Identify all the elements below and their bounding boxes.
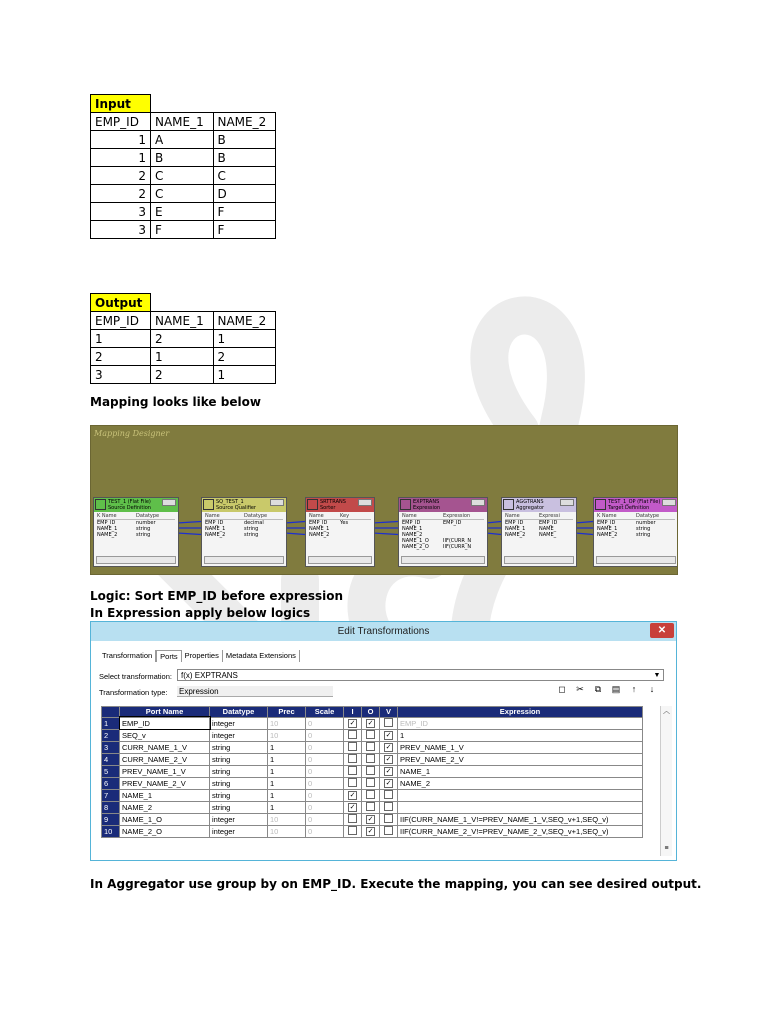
- table-cell: 1: [151, 348, 214, 366]
- scroll-up-icon[interactable]: ︿: [663, 708, 670, 715]
- port-row[interactable]: EMP_ID Yes: [309, 520, 349, 526]
- port-name-cell[interactable]: EMP_ID: [120, 717, 210, 729]
- port-row[interactable]: NAME_2: [402, 532, 423, 538]
- transformation-header[interactable]: [306, 498, 374, 512]
- transformation-header[interactable]: [594, 498, 678, 512]
- i-checkbox[interactable]: [348, 826, 357, 835]
- column-header: EMP_ID: [91, 113, 151, 131]
- port-name-cell[interactable]: NAME_2_O: [120, 825, 210, 837]
- o-checkbox[interactable]: [366, 778, 375, 787]
- o-checkbox[interactable]: ✓: [367, 816, 374, 823]
- column-header[interactable]: Prec: [268, 707, 306, 718]
- port-row[interactable]: EMP_ID number: [597, 520, 656, 526]
- i-checkbox[interactable]: ✓: [349, 792, 356, 799]
- link-line: [177, 522, 201, 524]
- column-header: EMP_ID: [91, 312, 151, 330]
- o-checkbox[interactable]: [366, 754, 375, 763]
- tab-metadata-extensions[interactable]: Metadata Extensions: [223, 650, 300, 662]
- datatype-cell[interactable]: string: [210, 789, 268, 801]
- datatype-cell[interactable]: integer: [210, 825, 268, 837]
- port-row[interactable]: NAME_1 string: [97, 526, 151, 532]
- port-header: Name Expressi: [505, 513, 573, 520]
- transformation-icon: [595, 499, 606, 510]
- table-row: [91, 221, 276, 239]
- v-checkbox-cell[interactable]: [380, 813, 398, 825]
- o-checkbox-cell[interactable]: [362, 825, 380, 837]
- port-row[interactable]: [102, 741, 643, 753]
- datatype-cell[interactable]: string: [210, 801, 268, 813]
- v-checkbox-cell[interactable]: [380, 825, 398, 837]
- row-number: 8: [102, 801, 120, 813]
- row-number: 6: [102, 777, 120, 789]
- input-label: Input: [91, 95, 151, 113]
- port-header: K Name Datatype: [97, 513, 175, 520]
- scale-cell[interactable]: 0: [306, 777, 344, 789]
- horizontal-scrollbar[interactable]: [401, 556, 485, 564]
- i-checkbox-cell[interactable]: [344, 825, 362, 837]
- port-row[interactable]: [102, 729, 643, 741]
- o-checkbox[interactable]: [366, 742, 375, 751]
- link-line: [285, 522, 305, 524]
- horizontal-scrollbar[interactable]: [204, 556, 284, 564]
- transformation-icon: [307, 499, 318, 510]
- transformation-icon: [95, 499, 106, 510]
- link-line: [486, 533, 501, 535]
- v-checkbox[interactable]: [384, 826, 393, 835]
- row-number: 7: [102, 789, 120, 801]
- precision-cell[interactable]: 10: [268, 813, 306, 825]
- new-port-icon[interactable]: ◻: [558, 684, 566, 694]
- window-controls-icon[interactable]: [358, 499, 372, 506]
- scale-cell[interactable]: 0: [306, 741, 344, 753]
- o-checkbox-cell[interactable]: [362, 777, 380, 789]
- tab-bar: [99, 650, 300, 662]
- expression-cell[interactable]: NAME_1: [398, 765, 643, 777]
- port-row[interactable]: [102, 765, 643, 777]
- v-checkbox[interactable]: [384, 718, 393, 727]
- row-number: 1: [102, 717, 120, 729]
- row-number: 9: [102, 813, 120, 825]
- logic-line-2: In Expression apply below logics: [90, 606, 311, 620]
- port-row[interactable]: NAME_2 string: [597, 532, 651, 538]
- table-cell: C: [213, 167, 276, 185]
- port-row[interactable]: NAME_2 string: [97, 532, 151, 538]
- column-header[interactable]: Expression: [398, 707, 643, 718]
- expression-cell[interactable]: EMP_ID: [398, 717, 643, 729]
- transformation-title: EXPTRANS Expression: [413, 499, 441, 511]
- table-cell: F: [213, 221, 276, 239]
- datatype-cell[interactable]: integer: [210, 729, 268, 741]
- i-checkbox-cell[interactable]: [344, 777, 362, 789]
- table-cell: 3: [91, 203, 151, 221]
- table-cell: 2: [213, 348, 276, 366]
- table-cell: 1: [213, 366, 276, 384]
- table-cell: F: [151, 221, 214, 239]
- link-line: [486, 522, 501, 524]
- port-name-cell[interactable]: CURR_NAME_2_V: [120, 753, 210, 765]
- port-row[interactable]: NAME_1: [309, 526, 330, 532]
- scale-cell[interactable]: 0: [306, 765, 344, 777]
- precision-cell[interactable]: 10: [268, 729, 306, 741]
- table-cell: B: [213, 149, 276, 167]
- i-checkbox[interactable]: [348, 814, 357, 823]
- transformation-box[interactable]: [201, 497, 287, 567]
- port-row[interactable]: [102, 825, 643, 837]
- v-checkbox[interactable]: ✓: [385, 780, 392, 787]
- logic-line-1: Logic: Sort EMP_ID before expression: [90, 589, 344, 603]
- port-row[interactable]: EMP_ID EMP_ID: [402, 520, 462, 526]
- row-number: 3: [102, 741, 120, 753]
- column-header[interactable]: I: [344, 707, 362, 718]
- o-checkbox[interactable]: [366, 790, 375, 799]
- table-row: [91, 131, 276, 149]
- table-cell: 3: [91, 221, 151, 239]
- o-checkbox-cell[interactable]: [362, 801, 380, 813]
- i-checkbox[interactable]: [348, 730, 357, 739]
- table-row: [91, 203, 276, 221]
- scale-cell[interactable]: 0: [306, 753, 344, 765]
- table-cell: C: [151, 167, 214, 185]
- port-row[interactable]: NAME_1 NAME_: [505, 526, 557, 532]
- precision-cell[interactable]: 1: [268, 741, 306, 753]
- transformation-box[interactable]: [93, 497, 179, 567]
- port-row[interactable]: NAME_2_O IIF(CURR_N: [402, 544, 472, 550]
- expression-cell[interactable]: IIF(CURR_NAME_1_V!=PREV_NAME_1_V,SEQ_v+1,SEQ_v): [398, 813, 643, 825]
- table-row: [91, 366, 276, 384]
- scale-cell[interactable]: 0: [306, 813, 344, 825]
- precision-cell[interactable]: 1: [268, 801, 306, 813]
- link-line: [575, 522, 593, 524]
- table-cell: 1: [91, 330, 151, 348]
- port-row[interactable]: NAME_1 string: [205, 526, 259, 532]
- i-checkbox-cell[interactable]: [344, 765, 362, 777]
- dialog-title: Edit Transformations: [337, 626, 430, 637]
- port-name-cell[interactable]: NAME_1_O: [120, 813, 210, 825]
- scale-cell[interactable]: 0: [306, 789, 344, 801]
- move-down-icon[interactable]: ↓: [649, 684, 655, 694]
- i-checkbox[interactable]: ✓: [349, 720, 356, 727]
- column-header: NAME_2: [213, 312, 276, 330]
- port-row[interactable]: NAME_2 string: [205, 532, 259, 538]
- v-checkbox-cell[interactable]: [380, 801, 398, 813]
- transformation-icon: [503, 499, 514, 510]
- link-line: [177, 533, 201, 535]
- precision-cell[interactable]: 1: [268, 753, 306, 765]
- transformation-title: SQ_TEST_1 Source Qualifier: [216, 499, 256, 511]
- port-name-cell[interactable]: NAME_2: [120, 801, 210, 813]
- port-row[interactable]: EMP_ID number: [97, 520, 156, 526]
- datatype-cell[interactable]: string: [210, 765, 268, 777]
- scale-cell[interactable]: 0: [306, 717, 344, 729]
- table-cell: 1: [213, 330, 276, 348]
- i-checkbox-cell[interactable]: [344, 753, 362, 765]
- window-controls-icon[interactable]: [270, 499, 284, 506]
- port-row[interactable]: EMP_ID EMP_ID: [505, 520, 558, 526]
- expression-cell[interactable]: NAME_2: [398, 777, 643, 789]
- vertical-scrollbar[interactable]: [660, 706, 672, 856]
- tab-transformation[interactable]: Transformation: [99, 650, 156, 662]
- link-line: [373, 522, 398, 524]
- i-checkbox-cell[interactable]: [344, 789, 362, 801]
- o-checkbox-cell[interactable]: [362, 813, 380, 825]
- table-row: [91, 330, 276, 348]
- i-checkbox[interactable]: [348, 766, 357, 775]
- select-transformation-dropdown[interactable]: [177, 669, 664, 681]
- output-table: [90, 293, 276, 384]
- port-row[interactable]: [102, 717, 643, 729]
- port-name-cell[interactable]: NAME_1: [120, 789, 210, 801]
- table-cell: 2: [151, 366, 214, 384]
- table-cell: D: [213, 185, 276, 203]
- port-header: K Name Datatype: [597, 513, 675, 520]
- port-row[interactable]: NAME_2: [309, 532, 330, 538]
- port-header: Name Key: [309, 513, 371, 520]
- column-header[interactable]: Port Name: [120, 707, 210, 718]
- port-name-cell[interactable]: PREV_NAME_1_V: [120, 765, 210, 777]
- table-cell: 1: [91, 131, 151, 149]
- transformation-box[interactable]: [398, 497, 488, 567]
- table-row: [91, 167, 276, 185]
- o-checkbox-cell[interactable]: [362, 729, 380, 741]
- window-controls-icon[interactable]: [560, 499, 574, 506]
- table-cell: 1: [91, 149, 151, 167]
- expression-cell[interactable]: PREV_NAME_2_V: [398, 753, 643, 765]
- transformation-type-value: Expression: [177, 686, 333, 697]
- i-checkbox-cell[interactable]: [344, 801, 362, 813]
- mapping-caption: Mapping looks like below: [90, 395, 261, 409]
- v-checkbox-cell[interactable]: [380, 717, 398, 729]
- datatype-cell[interactable]: integer: [210, 813, 268, 825]
- i-checkbox-cell[interactable]: [344, 741, 362, 753]
- port-name-cell[interactable]: PREV_NAME_2_V: [120, 777, 210, 789]
- port-row[interactable]: [102, 801, 643, 813]
- table-cell: 2: [91, 185, 151, 203]
- transformation-icon: [203, 499, 214, 510]
- v-checkbox[interactable]: [384, 790, 393, 799]
- column-header[interactable]: Datatype: [210, 707, 268, 718]
- transformation-box[interactable]: [501, 497, 577, 567]
- expression-cell[interactable]: [398, 801, 643, 813]
- transformation-type-label: Transformation type:: [99, 688, 168, 697]
- dialog-title-bar: [91, 622, 676, 641]
- v-checkbox-cell[interactable]: [380, 753, 398, 765]
- table-cell: B: [213, 131, 276, 149]
- port-row[interactable]: NAME_1 string: [597, 526, 651, 532]
- expression-cell[interactable]: [398, 789, 643, 801]
- o-checkbox[interactable]: [366, 730, 375, 739]
- port-header: Name Datatype: [205, 513, 283, 520]
- transformation-box[interactable]: [593, 497, 678, 567]
- table-cell: 3: [91, 366, 151, 384]
- cut-icon[interactable]: ✂: [576, 684, 584, 694]
- port-row[interactable]: [102, 777, 643, 789]
- row-number: 10: [102, 825, 120, 837]
- transformation-header[interactable]: [502, 498, 576, 512]
- port-row[interactable]: [102, 789, 643, 801]
- row-number: 4: [102, 753, 120, 765]
- transformation-icon: [400, 499, 411, 510]
- select-transformation-label: Select transformation:: [99, 672, 172, 681]
- output-label: Output: [91, 294, 151, 312]
- column-header: NAME_1: [151, 312, 214, 330]
- port-row[interactable]: [102, 813, 643, 825]
- i-checkbox[interactable]: ✓: [349, 804, 356, 811]
- o-checkbox[interactable]: [366, 766, 375, 775]
- datatype-cell[interactable]: integer: [210, 717, 268, 729]
- precision-cell[interactable]: 1: [268, 777, 306, 789]
- precision-cell[interactable]: 1: [268, 789, 306, 801]
- window-controls-icon[interactable]: [162, 499, 176, 506]
- transformation-header[interactable]: [399, 498, 487, 512]
- table-cell: F: [213, 203, 276, 221]
- column-header[interactable]: V: [380, 707, 398, 718]
- copy-icon[interactable]: ⧉: [594, 684, 602, 694]
- port-name-cell[interactable]: CURR_NAME_1_V: [120, 741, 210, 753]
- v-checkbox-cell[interactable]: [380, 777, 398, 789]
- transformation-title: SRTTRANS Sorter: [320, 499, 346, 511]
- table-cell: C: [151, 185, 214, 203]
- edit-transformations-dialog: [90, 621, 677, 861]
- tab-ports[interactable]: Ports: [156, 650, 182, 662]
- table-row: [91, 348, 276, 366]
- v-checkbox-cell[interactable]: [380, 741, 398, 753]
- expression-cell[interactable]: PREV_NAME_1_V: [398, 741, 643, 753]
- o-checkbox-cell[interactable]: [362, 789, 380, 801]
- datatype-cell[interactable]: string: [210, 753, 268, 765]
- scale-cell[interactable]: 0: [306, 825, 344, 837]
- o-checkbox-cell[interactable]: [362, 717, 380, 729]
- window-controls-icon[interactable]: [471, 499, 485, 506]
- table-cell: 2: [91, 167, 151, 185]
- column-header: NAME_1: [151, 113, 214, 131]
- o-checkbox[interactable]: ✓: [367, 720, 374, 727]
- v-checkbox-cell[interactable]: [380, 729, 398, 741]
- horizontal-scrollbar[interactable]: [596, 556, 676, 564]
- horizontal-scrollbar[interactable]: [96, 556, 176, 564]
- expression-cell[interactable]: IIF(CURR_NAME_2_V!=PREV_NAME_2_V,SEQ_v+1,SEQ_v): [398, 825, 643, 837]
- v-checkbox[interactable]: [384, 814, 393, 823]
- port-name-cell[interactable]: SEQ_v: [120, 729, 210, 741]
- designer-title: Mapping Designer: [94, 429, 170, 438]
- ports-grid: [101, 706, 643, 838]
- row-number: 2: [102, 729, 120, 741]
- paste-icon[interactable]: ▤: [611, 684, 621, 694]
- v-checkbox[interactable]: ✓: [385, 768, 392, 775]
- selected-transformation: f(x) EXPTRANS: [181, 671, 238, 680]
- table-cell: 2: [151, 330, 214, 348]
- tab-properties[interactable]: Properties: [182, 650, 223, 662]
- transformation-title: TEST_1_OP (Flat File) Target Definition: [608, 499, 661, 511]
- datatype-cell[interactable]: string: [210, 777, 268, 789]
- column-header[interactable]: O: [362, 707, 380, 718]
- v-checkbox[interactable]: ✓: [385, 744, 392, 751]
- v-checkbox-cell[interactable]: [380, 789, 398, 801]
- link-line: [373, 533, 398, 535]
- i-checkbox-cell[interactable]: [344, 717, 362, 729]
- scale-cell[interactable]: 0: [306, 801, 344, 813]
- column-header: NAME_2: [213, 113, 276, 131]
- input-table: [90, 94, 276, 239]
- precision-cell[interactable]: 10: [268, 825, 306, 837]
- transformation-title: AGGTRANS Aggregator: [516, 499, 545, 511]
- expression-cell[interactable]: 1: [398, 729, 643, 741]
- port-row[interactable]: NAME_2 NAME_: [505, 532, 557, 538]
- datatype-cell[interactable]: string: [210, 741, 268, 753]
- o-checkbox[interactable]: [366, 802, 375, 811]
- transformation-header[interactable]: [94, 498, 178, 512]
- port-header: Name Expression: [402, 513, 484, 520]
- chevron-down-icon[interactable]: ▼: [653, 672, 661, 679]
- horizontal-scrollbar[interactable]: [308, 556, 372, 564]
- i-checkbox[interactable]: [348, 778, 357, 787]
- v-checkbox[interactable]: ✓: [385, 732, 392, 739]
- port-row[interactable]: NAME_1: [402, 526, 423, 532]
- o-checkbox[interactable]: ✓: [367, 828, 374, 835]
- mapping-designer: [90, 425, 678, 575]
- i-checkbox-cell[interactable]: [344, 813, 362, 825]
- row-number: 5: [102, 765, 120, 777]
- o-checkbox-cell[interactable]: [362, 741, 380, 753]
- column-header[interactable]: Scale: [306, 707, 344, 718]
- table-cell: 2: [91, 348, 151, 366]
- o-checkbox-cell[interactable]: [362, 753, 380, 765]
- i-checkbox[interactable]: [348, 742, 357, 751]
- i-checkbox-cell[interactable]: [344, 729, 362, 741]
- final-instruction: In Aggregator use group by on EMP_ID. Execute the mapping, you can see desired output.: [90, 877, 702, 891]
- precision-cell[interactable]: 1: [268, 765, 306, 777]
- table-cell: A: [151, 131, 214, 149]
- port-row[interactable]: EMP_ID decimal: [205, 520, 264, 526]
- i-checkbox[interactable]: [348, 754, 357, 763]
- table-cell: E: [151, 203, 214, 221]
- window-controls-icon[interactable]: [662, 499, 676, 506]
- link-line: [285, 533, 305, 535]
- precision-cell[interactable]: 10: [268, 717, 306, 729]
- port-row[interactable]: NAME_1_O IIF(CURR_N: [402, 538, 472, 544]
- scroll-grip-icon[interactable]: ≡: [664, 845, 669, 852]
- transformation-header[interactable]: [202, 498, 286, 512]
- port-row[interactable]: [102, 753, 643, 765]
- close-button[interactable]: ✕: [650, 623, 674, 638]
- port-toolbar: [556, 684, 658, 695]
- horizontal-scrollbar[interactable]: [504, 556, 574, 564]
- link-line: [575, 533, 593, 535]
- v-checkbox[interactable]: ✓: [385, 756, 392, 763]
- v-checkbox[interactable]: [384, 802, 393, 811]
- scale-cell[interactable]: 0: [306, 729, 344, 741]
- table-row: [91, 149, 276, 167]
- move-up-icon[interactable]: ↑: [631, 684, 637, 694]
- transformation-title: TEST_1 (Flat File) Source Definition: [108, 499, 151, 511]
- table-cell: B: [151, 149, 214, 167]
- o-checkbox-cell[interactable]: [362, 765, 380, 777]
- table-row: [91, 185, 276, 203]
- transformation-box[interactable]: [305, 497, 375, 567]
- v-checkbox-cell[interactable]: [380, 765, 398, 777]
